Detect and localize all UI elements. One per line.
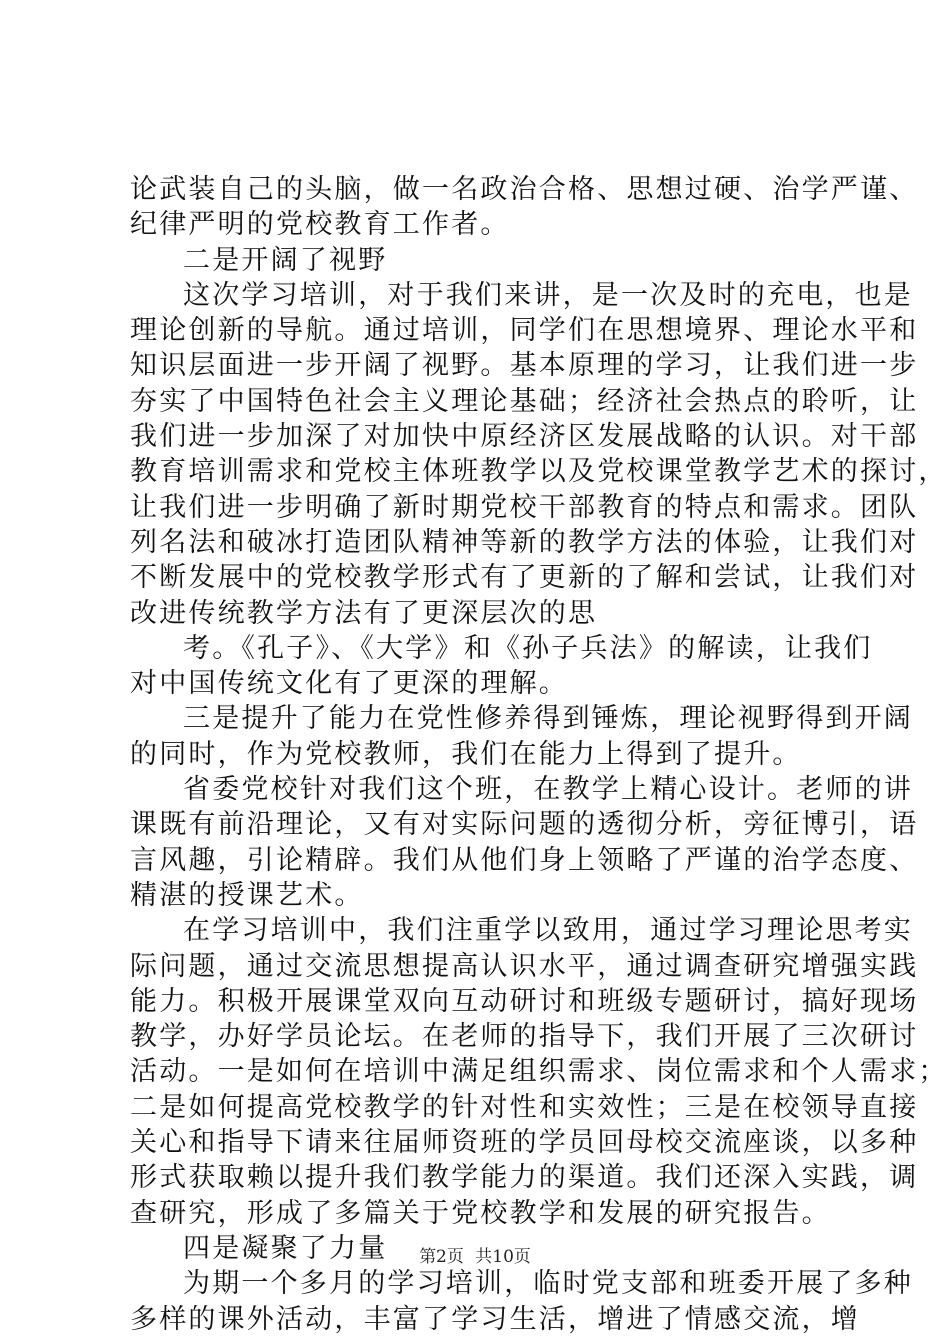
text-line: 四是凝聚了力量 bbox=[183, 1232, 388, 1264]
text-line: 考。《孔子》、《大学》和《孙子兵法》的解读，让我们 bbox=[183, 632, 873, 664]
page-total: 共10页 bbox=[475, 1247, 531, 1267]
text-line: 活动。一是如何在培训中满足组织需求、岗位需求和个人需求； bbox=[130, 1056, 948, 1088]
text-line: 教育培训需求和党校主体班教学以及党校课堂教学艺术的探讨， bbox=[130, 456, 948, 488]
text-line: 的同时，作为党校教师，我们在能力上得到了提升。 bbox=[130, 738, 802, 770]
text-line: 课既有前沿理论，又有对实际问题的透彻分析，旁征博引，语 bbox=[130, 809, 919, 841]
text-line: 多样的课外活动，丰富了学习生活，增进了情感交流，增 bbox=[130, 1303, 860, 1335]
text-line: 纪律严明的党校教育工作者。 bbox=[130, 209, 510, 241]
text-line: 形式获取赖以提升我们教学能力的渠道。我们还深入实践，调 bbox=[130, 1162, 919, 1194]
text-line: 精湛的授课艺术。 bbox=[130, 879, 364, 911]
text-line: 三是提升了能力在党性修养得到锤炼，理论视野得到开阔 bbox=[183, 703, 913, 735]
text-line: 言风趣，引论精辟。我们从他们身上领略了严谨的治学态度、 bbox=[130, 844, 919, 876]
text-line: 在学习培训中，我们注重学以致用，通过学习理论思考实 bbox=[183, 915, 913, 947]
text-line: 我们进一步加深了对加快中原经济区发展战略的认识。对干部 bbox=[130, 421, 919, 453]
text-line: 能力。积极开展课堂双向互动研讨和班级专题研讨，搞好现场 bbox=[130, 985, 919, 1017]
text-line: 省委党校针对我们这个班，在教学上精心设计。老师的讲 bbox=[183, 774, 913, 806]
text-line: 改进传统教学方法有了更深层次的思 bbox=[130, 597, 598, 629]
text-line: 际问题，通过交流思想提高认识水平，通过调查研究增强实践 bbox=[130, 950, 919, 982]
text-line: 理论创新的导航。通过培训，同学们在思想境界、理论水平和 bbox=[130, 315, 919, 347]
text-line: 教学，办好学员论坛。在老师的指导下，我们开展了三次研讨 bbox=[130, 1021, 919, 1053]
text-line: 二是如何提高党校教学的针对性和实效性；三是在校领导直接 bbox=[130, 1091, 919, 1123]
text-line: 关心和指导下请来往届师资班的学员回母校交流座谈，以多种 bbox=[130, 1127, 919, 1159]
text-line: 列名法和破冰打造团队精神等新的教学方法的体验，让我们对 bbox=[130, 526, 919, 558]
document-body bbox=[130, 172, 948, 1337]
text-line: 查研究，形成了多篇关于党校教学和发展的研究报告。 bbox=[130, 1197, 831, 1229]
text-line: 这次学习培训，对于我们来讲，是一次及时的充电，也是 bbox=[183, 279, 913, 311]
text-line: 二是开阔了视野 bbox=[183, 244, 388, 276]
page-footer bbox=[0, 1242, 950, 1267]
text-line: 夯实了中国特色社会主义理论基础；经济社会热点的聆听，让 bbox=[130, 385, 919, 417]
page-number: 第2页 bbox=[419, 1247, 464, 1267]
text-line: 知识层面进一步开阔了视野。基本原理的学习，让我们进一步 bbox=[130, 350, 919, 382]
text-line: 让我们进一步明确了新时期党校干部教育的特点和需求。团队 bbox=[130, 491, 919, 523]
text-line: 对中国传统文化有了更深的理解。 bbox=[130, 668, 568, 700]
text-line: 为期一个多月的学习培训，临时党支部和班委开展了多种 bbox=[183, 1268, 913, 1300]
text-line: 论武装自己的头脑，做一名政治合格、思想过硬、治学严谨、 bbox=[130, 174, 919, 205]
text-line: 不断发展中的党校教学形式有了更新的了解和尝试，让我们对 bbox=[130, 562, 919, 594]
